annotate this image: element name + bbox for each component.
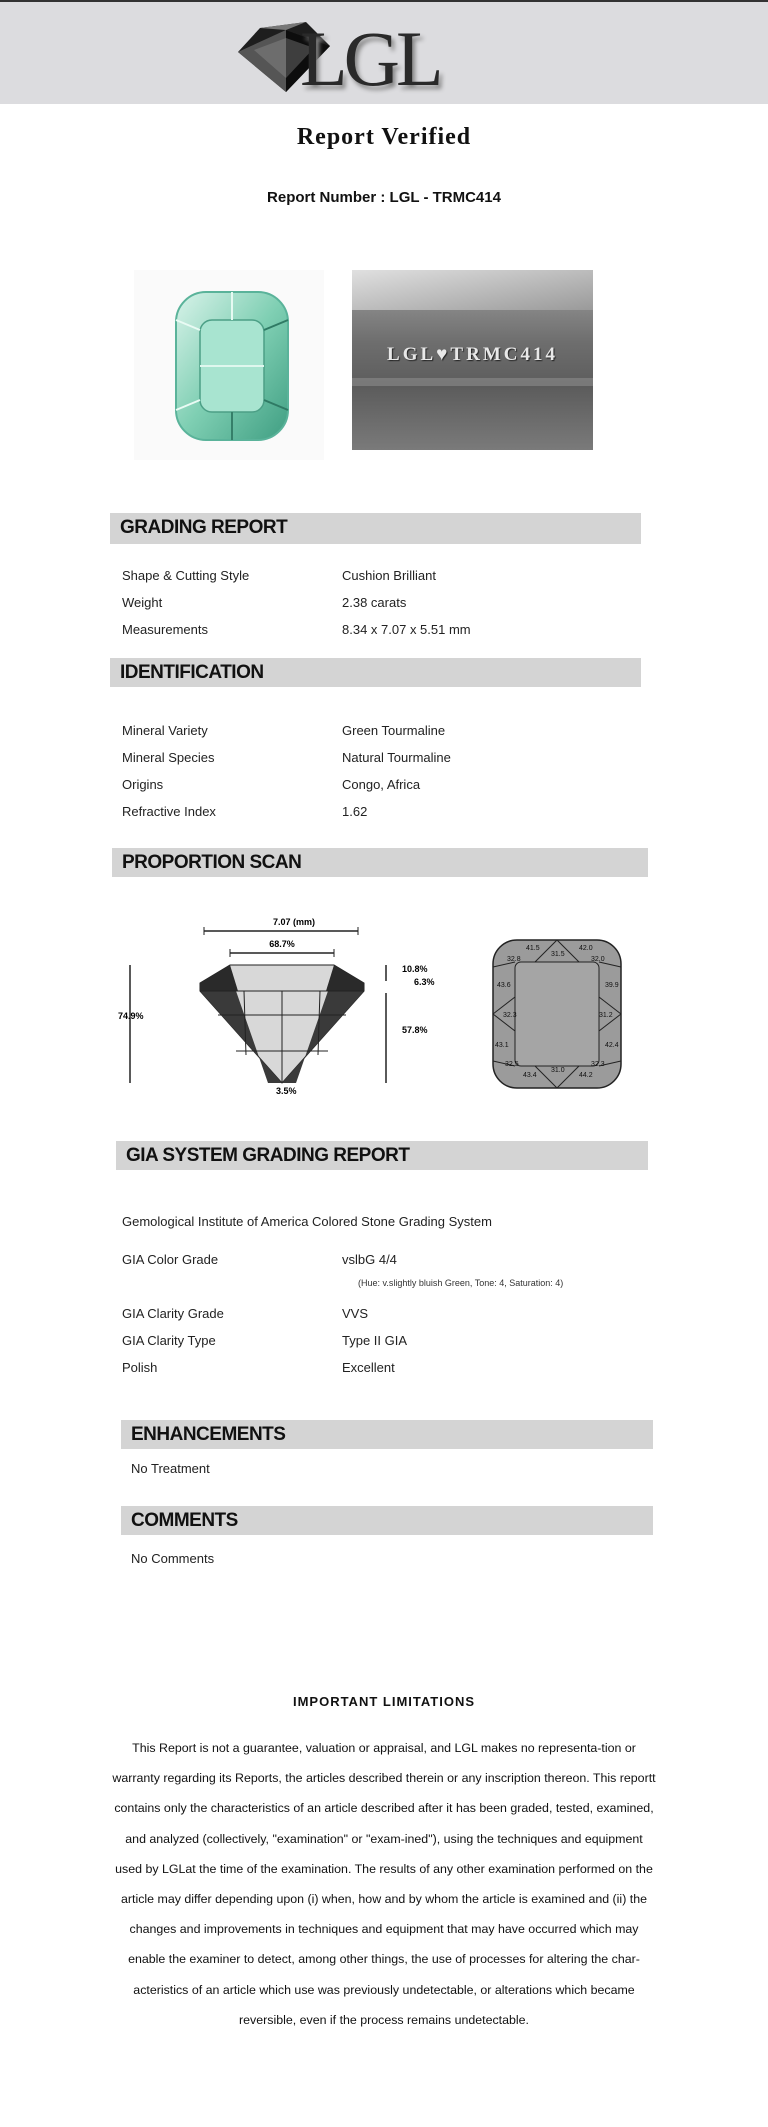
- proportion-scan-header: PROPORTION SCAN: [112, 848, 648, 877]
- enhancements-text: No Treatment: [131, 1461, 210, 1476]
- top-view-facet-15: 31.0: [551, 1067, 565, 1074]
- top-view-facet-6: 43.6: [497, 982, 511, 989]
- total-depth-label: 74.9%: [118, 1011, 144, 1021]
- report-number: Report Number : LGL - TRMC414: [267, 189, 501, 206]
- measurements-label: Measurements: [122, 622, 208, 637]
- gia-clarity-grade-value: VVS: [342, 1306, 369, 1321]
- top-view-facet-1: 41.5: [526, 945, 540, 952]
- top-view-facet-12: 32.5: [505, 1061, 519, 1068]
- identification-header: IDENTIFICATION: [110, 658, 641, 687]
- logo-text: LGL: [300, 15, 440, 102]
- mineral-variety-value: Green Tourmaline: [342, 723, 446, 738]
- inscription-photo: [352, 270, 593, 450]
- gia-intro: Gemological Institute of America Colored Stone Grading System: [122, 1214, 492, 1229]
- gia-color-grade-value: vslbG 4/4: [342, 1252, 397, 1267]
- table-label: 68.7%: [269, 939, 295, 949]
- shape-label: Shape & Cutting Style: [122, 568, 250, 583]
- top-view-facet-10: 43.1: [495, 1042, 509, 1049]
- gia-color-grade-label: GIA Color Grade: [122, 1252, 219, 1267]
- measurements-value: 8.34 x 7.07 x 5.51 mm: [342, 622, 471, 637]
- polish-label: Polish: [122, 1360, 158, 1375]
- header-banner: [0, 2, 768, 104]
- top-view-facet-9: 31.2: [599, 1012, 613, 1019]
- page-title: Report Verified: [296, 124, 472, 150]
- pavilion-label: 57.8%: [402, 1025, 428, 1035]
- top-view-facet-2: 31.5: [551, 951, 565, 958]
- weight-label: Weight: [122, 595, 163, 610]
- comments-text: No Comments: [131, 1551, 215, 1566]
- enhancements-header: ENHANCEMENTS: [121, 1420, 653, 1449]
- limitations-text: This Report is not a guarantee, valuation or appraisal, and LGL makes no representa-tion or warranty regarding its Reports, the articles described therein or any inscription thereon. This reportt contains only the characteristics of an article described after it has been graded, tested, examined, and analyzed (collectively, "examination" or "exam-ined"), using the techniques and equipment used by LGLat the time of the examination. The results of any other examination performed on the article may differ depending upon (i) when, how and by whom the article is examined and (ii) the changes and improvements in techniques and equipment that may have occurred which may enable the examiner to detect, among other things, the use of processes for altering the char-acteristics of an article which use was previously undetectable, or alterations which became reversible, even if the process remains undetectable.: [112, 1741, 656, 2027]
- origins-label: Origins: [122, 777, 164, 792]
- proportion-profile-diagram: [118, 905, 448, 1120]
- shape-value: Cushion Brilliant: [342, 568, 436, 583]
- proportion-top-view-diagram: [475, 907, 645, 1117]
- mineral-species-label: Mineral Species: [122, 750, 215, 765]
- width-label: 7.07 (mm): [272, 917, 316, 927]
- comments-header: COMMENTS: [121, 1506, 653, 1535]
- top-view-facet-11: 42.4: [605, 1042, 619, 1049]
- top-view-facet-14: 43.4: [523, 1072, 537, 1079]
- top-view-facet-5: 32.0: [591, 956, 605, 963]
- top-view-facet-7: 39.9: [605, 982, 619, 989]
- crown-label: 10.8%: [402, 964, 428, 974]
- top-view-facet-13: 32.3: [591, 1061, 605, 1068]
- mineral-species-value: Natural Tourmaline: [342, 750, 451, 765]
- gia-header: GIA SYSTEM GRADING REPORT: [116, 1141, 648, 1170]
- mineral-variety-label: Mineral Variety: [122, 723, 208, 738]
- top-view-facet-8: 32.3: [503, 1012, 517, 1019]
- gemstone-photo: [134, 270, 324, 460]
- top-view-facet-4: 32.8: [507, 956, 521, 963]
- gia-clarity-grade-label: GIA Clarity Grade: [122, 1306, 224, 1321]
- gia-clarity-type-value: Type II GIA: [342, 1333, 408, 1348]
- top-view-facet-3: 42.0: [579, 945, 593, 952]
- inscription-text: LGL♥TRMC414: [387, 344, 558, 365]
- grading-report-header: GRADING REPORT: [110, 513, 641, 544]
- gia-color-note: (Hue: v.slightly bluish Green, Tone: 4, Saturation: 4): [358, 1278, 564, 1288]
- gia-clarity-type-label: GIA Clarity Type: [122, 1333, 216, 1348]
- weight-value: 2.38 carats: [342, 595, 407, 610]
- polish-value: Excellent: [342, 1360, 395, 1375]
- culet-label: 3.5%: [276, 1086, 297, 1096]
- refractive-index-label: Refractive Index: [122, 804, 216, 819]
- girdle-label: 6.3%: [414, 977, 435, 987]
- refractive-index-value: 1.62: [342, 804, 368, 819]
- top-view-facet-16: 44.2: [579, 1072, 593, 1079]
- origins-value: Congo, Africa: [342, 777, 421, 792]
- limitations-heading: IMPORTANT LIMITATIONS: [292, 1694, 476, 1709]
